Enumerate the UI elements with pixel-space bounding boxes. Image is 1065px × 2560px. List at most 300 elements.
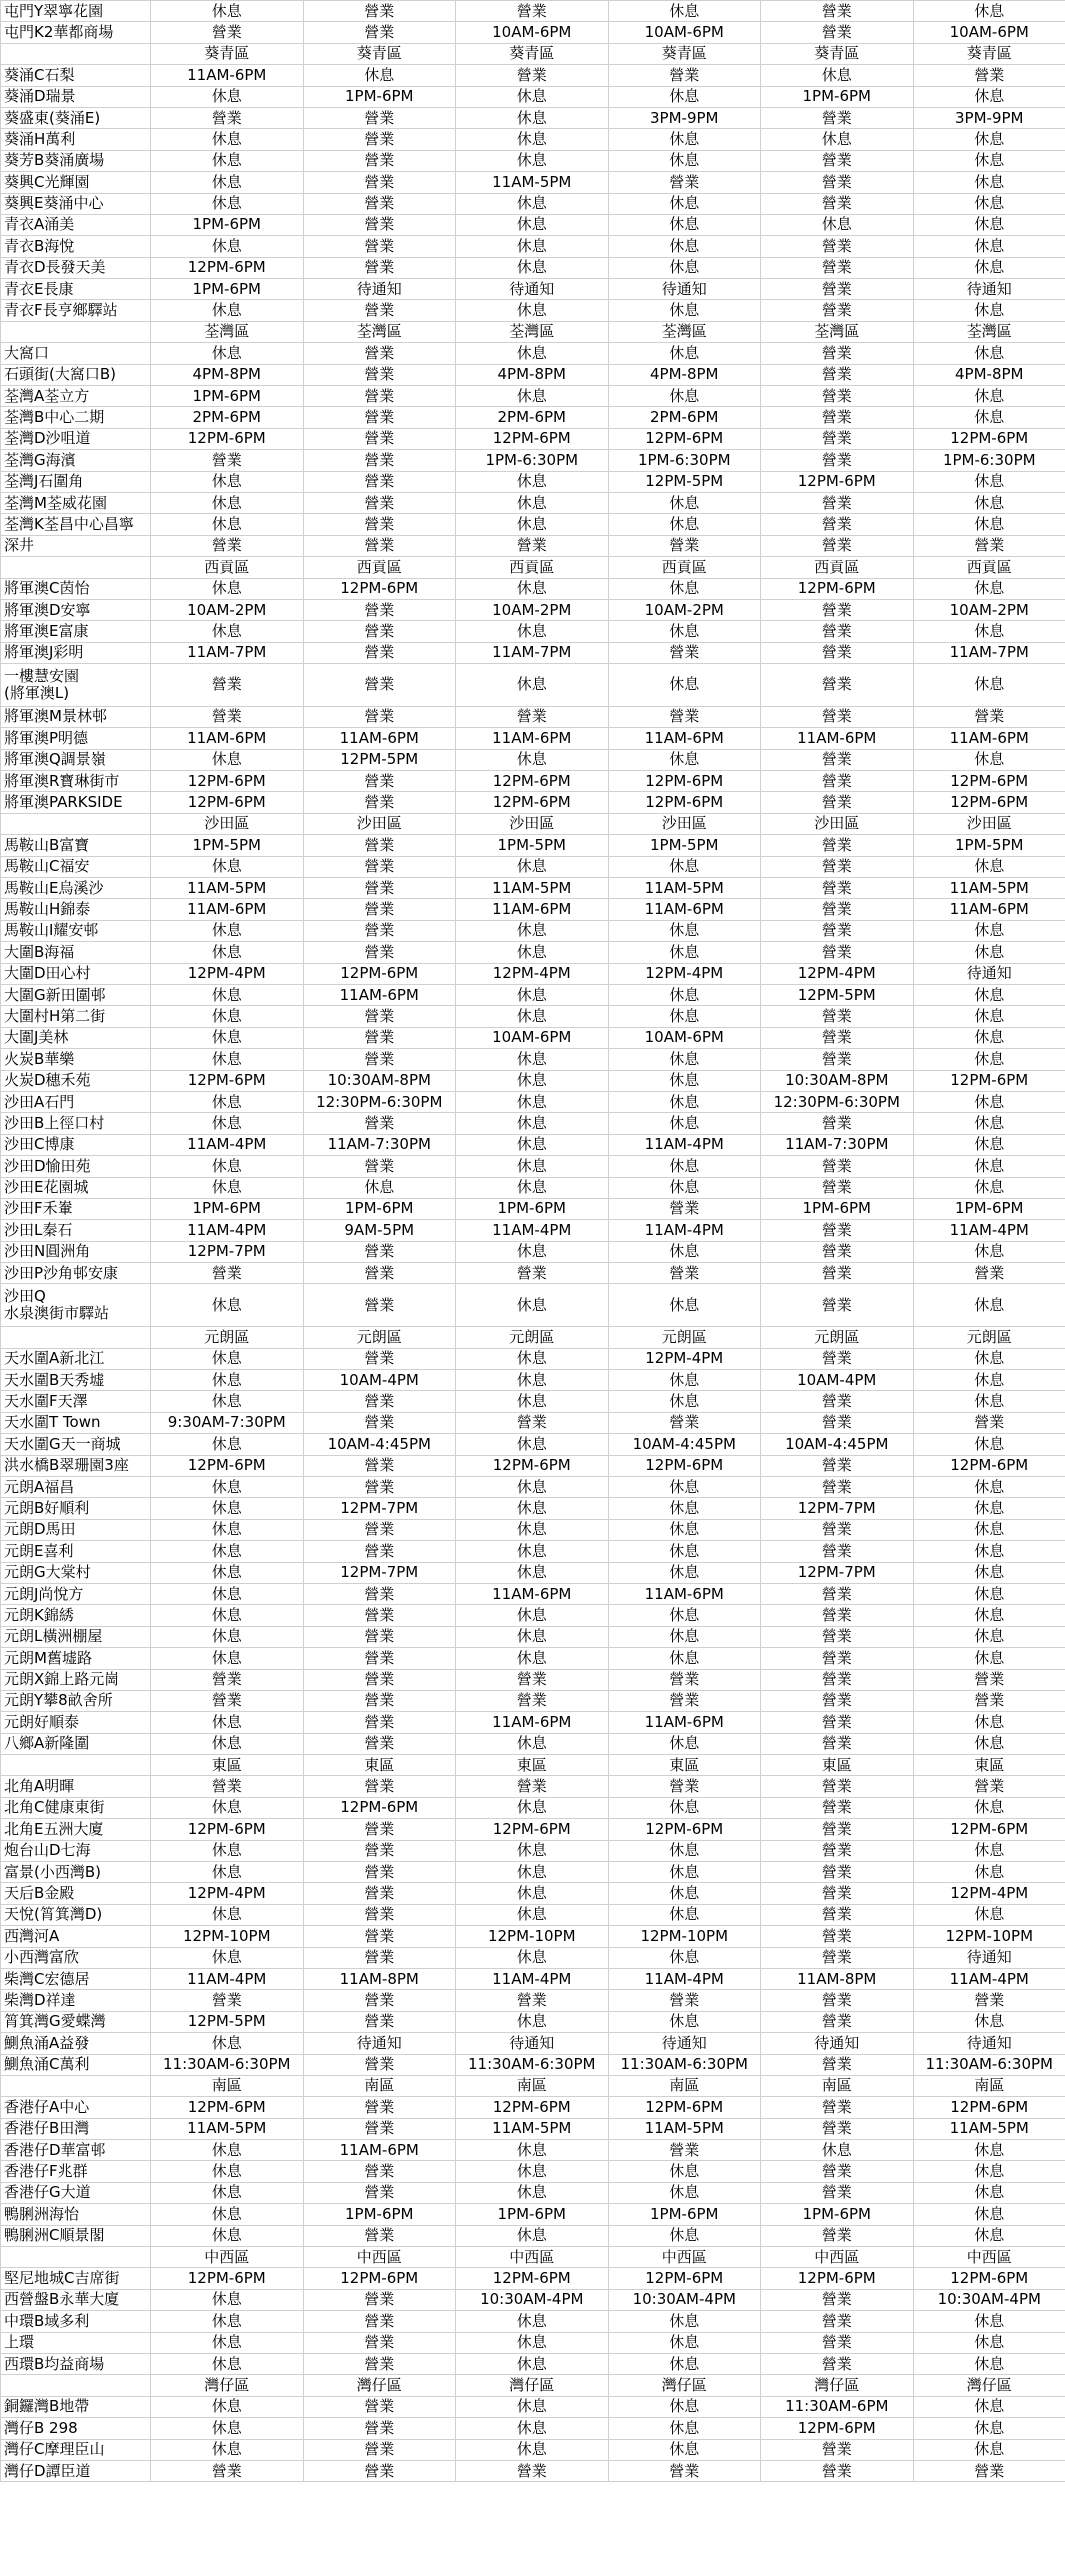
district-label-cell: 南區 xyxy=(456,2075,609,2096)
schedule-cell: 營業 xyxy=(761,642,914,663)
location-name-cell: 馬鞍山B富寶 xyxy=(1,835,151,856)
schedule-cell: 營業 xyxy=(303,2439,456,2460)
schedule-cell: 12PM-6PM xyxy=(456,2268,609,2289)
schedule-cell: 休息 xyxy=(913,1648,1065,1669)
schedule-cell: 休息 xyxy=(456,1049,609,1070)
schedule-cell: 休息 xyxy=(608,984,761,1005)
schedule-cell: 12PM-5PM xyxy=(761,984,914,1005)
schedule-cell: 待通知 xyxy=(608,2033,761,2054)
schedule-cell: 營業 xyxy=(456,1669,609,1690)
schedule-cell: 營業 xyxy=(761,1156,914,1177)
schedule-cell: 休息 xyxy=(608,150,761,171)
schedule-cell: 休息 xyxy=(456,1862,609,1883)
schedule-cell: 12PM-6PM xyxy=(761,578,914,599)
schedule-cell: 11AM-4PM xyxy=(151,1968,304,1989)
schedule-cell: 營業 xyxy=(761,1712,914,1733)
schedule-cell: 營業 xyxy=(761,664,914,707)
location-name-cell: 葵盛東(葵涌E) xyxy=(1,107,151,128)
schedule-cell: 休息 xyxy=(608,1947,761,1968)
schedule-cell: 營業 xyxy=(303,1926,456,1947)
schedule-cell: 營業 xyxy=(151,1263,304,1284)
location-name-cell: 元朗X錦上路元崗 xyxy=(1,1669,151,1690)
schedule-cell: 12PM-4PM xyxy=(913,1883,1065,1904)
schedule-cell: 休息 xyxy=(151,1284,304,1327)
table-row xyxy=(1,1819,1065,1840)
location-name-cell: 元朗B好順利 xyxy=(1,1498,151,1519)
schedule-cell: 營業 xyxy=(761,2354,914,2375)
schedule-cell: 12PM-7PM xyxy=(303,1562,456,1583)
schedule-cell: 11AM-6PM xyxy=(456,1712,609,1733)
schedule-cell: 休息 xyxy=(608,2332,761,2353)
schedule-cell: 11AM-4PM xyxy=(913,1968,1065,1989)
schedule-cell: 12PM-6PM xyxy=(303,578,456,599)
schedule-cell: 休息 xyxy=(608,86,761,107)
location-name-cell: 大圍村H第二街 xyxy=(1,1006,151,1027)
schedule-cell: 營業 xyxy=(303,236,456,257)
schedule-cell: 營業 xyxy=(761,749,914,770)
district-label-cell: 西貢區 xyxy=(913,557,1065,578)
schedule-cell: 休息 xyxy=(608,1541,761,1562)
schedule-cell: 休息 xyxy=(151,1434,304,1455)
schedule-cell: 12PM-6PM xyxy=(913,428,1065,449)
location-name-cell: 馬鞍山C福安 xyxy=(1,856,151,877)
schedule-cell: 休息 xyxy=(608,749,761,770)
schedule-cell: 休息 xyxy=(913,386,1065,407)
table-row xyxy=(1,1134,1065,1155)
schedule-cell: 12PM-7PM xyxy=(303,1498,456,1519)
schedule-cell: 休息 xyxy=(608,257,761,278)
schedule-cell: 休息 xyxy=(913,1840,1065,1861)
location-name-cell: 堅尼地城C吉席街 xyxy=(1,2268,151,2289)
schedule-cell: 1PM-6PM xyxy=(303,2204,456,2225)
table-row xyxy=(1,792,1065,813)
schedule-cell: 休息 xyxy=(608,1840,761,1861)
schedule-cell: 營業 xyxy=(456,1990,609,2011)
location-name-cell: 筲箕灣G愛蝶灣 xyxy=(1,2011,151,2032)
location-name-cell: 青衣B海悅 xyxy=(1,236,151,257)
location-name-cell: 葵芳B葵涌廣場 xyxy=(1,150,151,171)
schedule-cell: 營業 xyxy=(303,1113,456,1134)
schedule-cell: 營業 xyxy=(608,535,761,556)
schedule-cell: 休息 xyxy=(608,300,761,321)
location-name-cell: 荃灣D沙咀道 xyxy=(1,428,151,449)
schedule-cell: 營業 xyxy=(303,1947,456,1968)
table-row xyxy=(1,1733,1065,1754)
schedule-cell: 營業 xyxy=(608,1198,761,1219)
schedule-cell: 休息 xyxy=(456,257,609,278)
district-header-row xyxy=(1,2075,1065,2096)
schedule-cell: 營業 xyxy=(303,642,456,663)
table-row xyxy=(1,1862,1065,1883)
schedule-cell: 休息 xyxy=(913,920,1065,941)
schedule-cell: 休息 xyxy=(608,621,761,642)
schedule-cell: 營業 xyxy=(761,878,914,899)
schedule-cell: 營業 xyxy=(303,22,456,43)
table-row xyxy=(1,1990,1065,2011)
schedule-cell: 營業 xyxy=(303,2396,456,2417)
schedule-cell: 營業 xyxy=(913,1990,1065,2011)
table-row xyxy=(1,1198,1065,1219)
schedule-cell: 休息 xyxy=(456,2311,609,2332)
district-label-cell: 西貢區 xyxy=(456,557,609,578)
district-header-row xyxy=(1,557,1065,578)
schedule-cell: 營業 xyxy=(456,1776,609,1797)
schedule-cell: 9:30AM-7:30PM xyxy=(151,1412,304,1433)
schedule-cell: 休息 xyxy=(608,1498,761,1519)
schedule-cell: 營業 xyxy=(303,1455,456,1476)
schedule-cell: 營業 xyxy=(456,1263,609,1284)
schedule-cell: 營業 xyxy=(761,1455,914,1476)
district-label-cell: 葵青區 xyxy=(761,43,914,64)
schedule-cell: 1PM-6PM xyxy=(303,86,456,107)
schedule-cell: 營業 xyxy=(303,1648,456,1669)
table-row xyxy=(1,1156,1065,1177)
schedule-cell: 休息 xyxy=(913,492,1065,513)
schedule-cell: 休息 xyxy=(608,2396,761,2417)
district-label-cell: 沙田區 xyxy=(913,813,1065,834)
schedule-cell: 11AM-6PM xyxy=(456,899,609,920)
schedule-cell: 12PM-6PM xyxy=(913,1070,1065,1091)
schedule-cell: 休息 xyxy=(913,1519,1065,1540)
schedule-cell: 休息 xyxy=(608,214,761,235)
schedule-cell: 休息 xyxy=(608,2011,761,2032)
location-name-cell: 元朗A福昌 xyxy=(1,1476,151,1497)
schedule-cell: 營業 xyxy=(761,428,914,449)
schedule-cell: 11AM-5PM xyxy=(456,172,609,193)
schedule-cell: 營業 xyxy=(303,2161,456,2182)
district-label-cell: 葵青區 xyxy=(303,43,456,64)
schedule-cell: 營業 xyxy=(761,1541,914,1562)
schedule-cell: 營業 xyxy=(761,279,914,300)
schedule-cell: 1PM-6PM xyxy=(303,1198,456,1219)
schedule-cell: 10AM-4PM xyxy=(761,1370,914,1391)
table-row xyxy=(1,343,1065,364)
schedule-cell: 11AM-7PM xyxy=(913,642,1065,663)
schedule-cell: 11AM-6PM xyxy=(303,728,456,749)
district-label-cell: 元朗區 xyxy=(151,1327,304,1348)
location-name-cell: 西營盤B永華大廈 xyxy=(1,2289,151,2310)
schedule-cell: 休息 xyxy=(608,129,761,150)
table-row xyxy=(1,1562,1065,1583)
schedule-cell: 11:30AM-6:30PM xyxy=(913,2054,1065,2075)
schedule-cell: 休息 xyxy=(608,664,761,707)
location-name-cell: 青衣D長發天美 xyxy=(1,257,151,278)
location-name-cell: 荃灣M荃威花園 xyxy=(1,492,151,513)
schedule-cell: 營業 xyxy=(303,150,456,171)
district-label-cell: 東區 xyxy=(608,1755,761,1776)
schedule-cell: 休息 xyxy=(608,343,761,364)
location-name-cell: 元朗E喜利 xyxy=(1,1541,151,1562)
location-name-cell: 灣仔B 298 xyxy=(1,2418,151,2439)
table-row xyxy=(1,1241,1065,1262)
schedule-cell: 1PM-6PM xyxy=(608,2204,761,2225)
district-header-row xyxy=(1,321,1065,342)
schedule-cell: 休息 xyxy=(608,1476,761,1497)
location-name-cell: 香港仔G大道 xyxy=(1,2182,151,2203)
schedule-cell: 休息 xyxy=(456,1883,609,1904)
location-name-cell: 將軍澳P明德 xyxy=(1,728,151,749)
schedule-cell: 12PM-5PM xyxy=(151,2011,304,2032)
schedule-cell: 12PM-4PM xyxy=(151,1883,304,1904)
schedule-cell: 休息 xyxy=(456,1134,609,1155)
schedule-cell: 營業 xyxy=(303,621,456,642)
schedule-cell: 營業 xyxy=(303,514,456,535)
schedule-cell: 營業 xyxy=(761,172,914,193)
schedule-cell: 11AM-6PM xyxy=(608,899,761,920)
schedule-cell: 休息 xyxy=(913,2311,1065,2332)
schedule-cell: 營業 xyxy=(303,792,456,813)
table-row xyxy=(1,2289,1065,2310)
schedule-cell: 營業 xyxy=(303,2118,456,2139)
schedule-cell: 9AM-5PM xyxy=(303,1220,456,1241)
schedule-cell: 休息 xyxy=(456,1498,609,1519)
schedule-cell: 營業 xyxy=(761,407,914,428)
location-name-cell: 沙田F禾輋 xyxy=(1,1198,151,1219)
schedule-cell: 休息 xyxy=(913,2011,1065,2032)
schedule-cell: 11:30AM-6PM xyxy=(761,2396,914,2417)
schedule-cell: 休息 xyxy=(456,1370,609,1391)
schedule-cell: 休息 xyxy=(456,300,609,321)
table-row xyxy=(1,129,1065,150)
table-row xyxy=(1,1968,1065,1989)
location-name-cell: 北角C健康東街 xyxy=(1,1797,151,1818)
schedule-cell: 營業 xyxy=(303,1690,456,1711)
schedule-cell: 1PM-5PM xyxy=(151,835,304,856)
table-row xyxy=(1,1926,1065,1947)
schedule-cell: 11AM-6PM xyxy=(608,1583,761,1604)
location-name-cell: 將軍澳E富康 xyxy=(1,621,151,642)
schedule-cell: 營業 xyxy=(151,706,304,727)
schedule-cell: 待通知 xyxy=(913,279,1065,300)
schedule-cell: 休息 xyxy=(151,2289,304,2310)
schedule-cell: 11AM-4PM xyxy=(608,1968,761,1989)
table-row xyxy=(1,1412,1065,1433)
schedule-cell: 營業 xyxy=(303,1263,456,1284)
location-name-cell: 元朗J尚悅方 xyxy=(1,1583,151,1604)
location-name-cell: 石頭街(大窩口B) xyxy=(1,364,151,385)
location-name-cell: 天悅(筲箕灣D) xyxy=(1,1904,151,1925)
table-row xyxy=(1,1284,1065,1327)
location-name-cell: 荃灣A荃立方 xyxy=(1,386,151,407)
schedule-cell: 營業 xyxy=(608,2460,761,2481)
schedule-cell: 營業 xyxy=(761,792,914,813)
schedule-cell: 12PM-4PM xyxy=(761,963,914,984)
schedule-cell: 營業 xyxy=(761,107,914,128)
schedule-cell: 休息 xyxy=(151,578,304,599)
schedule-cell: 休息 xyxy=(608,1177,761,1198)
schedule-cell: 1PM-6:30PM xyxy=(608,450,761,471)
schedule-cell: 營業 xyxy=(608,65,761,86)
schedule-cell: 1PM-6:30PM xyxy=(913,450,1065,471)
schedule-cell: 休息 xyxy=(151,1049,304,1070)
schedule-cell: 休息 xyxy=(913,1113,1065,1134)
schedule-cell: 營業 xyxy=(303,1541,456,1562)
location-name-cell: 葵涌C石梨 xyxy=(1,65,151,86)
location-name-cell: 香港仔B田灣 xyxy=(1,2118,151,2139)
schedule-cell: 待通知 xyxy=(761,2033,914,2054)
schedule-cell: 營業 xyxy=(303,214,456,235)
location-name-cell: 馬鞍山I耀安邨 xyxy=(1,920,151,941)
schedule-cell: 休息 xyxy=(913,343,1065,364)
schedule-cell: 12PM-6PM xyxy=(303,2268,456,2289)
schedule-cell: 11AM-4PM xyxy=(456,1968,609,1989)
schedule-cell: 1PM-5PM xyxy=(913,835,1065,856)
schedule-cell: 休息 xyxy=(456,1797,609,1818)
schedule-cell: 休息 xyxy=(608,1,761,22)
schedule-cell: 10:30AM-8PM xyxy=(761,1070,914,1091)
district-label-cell: 東區 xyxy=(456,1755,609,1776)
schedule-cell: 營業 xyxy=(761,2118,914,2139)
table-row xyxy=(1,2332,1065,2353)
schedule-cell: 休息 xyxy=(913,621,1065,642)
schedule-cell: 10:30AM-8PM xyxy=(303,1070,456,1091)
location-name-cell: 灣仔C摩理臣山 xyxy=(1,2439,151,2460)
schedule-cell: 營業 xyxy=(761,2439,914,2460)
table-row xyxy=(1,2182,1065,2203)
schedule-cell: 休息 xyxy=(151,150,304,171)
table-row xyxy=(1,749,1065,770)
schedule-cell: 營業 xyxy=(761,856,914,877)
table-row xyxy=(1,22,1065,43)
schedule-cell: 休息 xyxy=(456,2011,609,2032)
schedule-cell: 12PM-7PM xyxy=(761,1562,914,1583)
schedule-cell: 營業 xyxy=(303,2054,456,2075)
schedule-cell: 營業 xyxy=(761,1733,914,1754)
schedule-cell: 營業 xyxy=(608,1263,761,1284)
district-label-cell: 沙田區 xyxy=(456,813,609,834)
location-name-cell: 葵涌D瑞景 xyxy=(1,86,151,107)
schedule-cell: 營業 xyxy=(303,107,456,128)
schedule-cell: 休息 xyxy=(303,65,456,86)
schedule-cell: 休息 xyxy=(151,1091,304,1112)
schedule-cell: 休息 xyxy=(913,300,1065,321)
schedule-cell: 營業 xyxy=(761,386,914,407)
schedule-cell: 12PM-10PM xyxy=(913,1926,1065,1947)
location-name-cell: 元朗好順泰 xyxy=(1,1712,151,1733)
district-label-cell: 荃灣區 xyxy=(303,321,456,342)
schedule-cell: 休息 xyxy=(913,856,1065,877)
schedule-cell: 營業 xyxy=(761,1669,914,1690)
district-label-cell: 荃灣區 xyxy=(761,321,914,342)
schedule-cell: 休息 xyxy=(913,1562,1065,1583)
schedule-cell: 10AM-4:45PM xyxy=(303,1434,456,1455)
schedule-cell: 營業 xyxy=(456,706,609,727)
schedule-cell: 營業 xyxy=(761,1626,914,1647)
schedule-cell: 12PM-6PM xyxy=(456,2097,609,2118)
table-row xyxy=(1,1883,1065,1904)
schedule-cell: 休息 xyxy=(608,2439,761,2460)
table-row xyxy=(1,878,1065,899)
schedule-cell: 營業 xyxy=(761,150,914,171)
schedule-cell: 12:30PM-6:30PM xyxy=(303,1091,456,1112)
schedule-cell: 營業 xyxy=(303,1284,456,1327)
schedule-cell: 休息 xyxy=(151,2033,304,2054)
table-row xyxy=(1,1,1065,22)
schedule-cell: 休息 xyxy=(151,492,304,513)
table-row xyxy=(1,1391,1065,1412)
schedule-cell: 11AM-5PM xyxy=(456,878,609,899)
schedule-cell: 營業 xyxy=(913,1776,1065,1797)
schedule-cell: 休息 xyxy=(456,1733,609,1754)
schedule-cell: 休息 xyxy=(608,1904,761,1925)
table-row xyxy=(1,1498,1065,1519)
schedule-cell: 休息 xyxy=(608,1070,761,1091)
schedule-cell: 營業 xyxy=(761,1862,914,1883)
schedule-cell: 休息 xyxy=(608,193,761,214)
schedule-cell: 營業 xyxy=(303,1883,456,1904)
schedule-cell: 營業 xyxy=(761,2182,914,2203)
schedule-cell: 休息 xyxy=(456,578,609,599)
schedule-cell: 待通知 xyxy=(456,279,609,300)
schedule-cell: 休息 xyxy=(151,1712,304,1733)
schedule-cell: 營業 xyxy=(913,535,1065,556)
schedule-cell: 營業 xyxy=(303,364,456,385)
location-name-cell: 鴨脷洲C順景閣 xyxy=(1,2225,151,2246)
district-label-cell: 葵青區 xyxy=(608,43,761,64)
schedule-cell: 12PM-6PM xyxy=(151,2097,304,2118)
district-label-cell: 灣仔區 xyxy=(913,2375,1065,2396)
schedule-cell: 休息 xyxy=(151,514,304,535)
location-name-cell: 天水圍F天澤 xyxy=(1,1391,151,1412)
schedule-cell: 營業 xyxy=(761,257,914,278)
schedule-cell: 休息 xyxy=(608,1797,761,1818)
schedule-cell: 休息 xyxy=(456,749,609,770)
table-row xyxy=(1,2097,1065,2118)
schedule-cell: 營業 xyxy=(761,1284,914,1327)
schedule-cell: 休息 xyxy=(761,129,914,150)
schedule-cell: 休息 xyxy=(303,1177,456,1198)
schedule-cell: 休息 xyxy=(456,1626,609,1647)
location-name-cell: 火炭D穗禾苑 xyxy=(1,1070,151,1091)
schedule-cell: 營業 xyxy=(303,899,456,920)
schedule-cell: 休息 xyxy=(456,1904,609,1925)
schedule-cell: 營業 xyxy=(303,1862,456,1883)
schedule-cell: 營業 xyxy=(761,535,914,556)
location-name-cell: 大圍B海福 xyxy=(1,942,151,963)
schedule-cell: 休息 xyxy=(151,2140,304,2161)
table-row xyxy=(1,1776,1065,1797)
schedule-cell: 營業 xyxy=(151,535,304,556)
schedule-cell: 休息 xyxy=(913,172,1065,193)
location-name-cell: 中環B域多利 xyxy=(1,2311,151,2332)
schedule-cell: 營業 xyxy=(303,1006,456,1027)
schedule-cell: 休息 xyxy=(608,492,761,513)
schedule-cell: 11AM-7PM xyxy=(151,642,304,663)
location-name-cell: 元朗M舊墟路 xyxy=(1,1648,151,1669)
table-row xyxy=(1,492,1065,513)
schedule-cell: 休息 xyxy=(456,621,609,642)
district-header-row xyxy=(1,813,1065,834)
schedule-cell: 休息 xyxy=(913,129,1065,150)
schedule-cell: 休息 xyxy=(456,1091,609,1112)
schedule-cell: 營業 xyxy=(303,2097,456,2118)
table-row xyxy=(1,599,1065,620)
schedule-cell: 營業 xyxy=(303,1412,456,1433)
district-header-row xyxy=(1,2375,1065,2396)
schedule-cell: 10:30AM-4PM xyxy=(456,2289,609,2310)
schedule-cell: 12PM-4PM xyxy=(608,1348,761,1369)
table-row xyxy=(1,1263,1065,1284)
district-label-cell: 元朗區 xyxy=(761,1327,914,1348)
schedule-cell: 11AM-6PM xyxy=(151,65,304,86)
location-name-cell: 香港仔A中心 xyxy=(1,2097,151,2118)
schedule-cell: 休息 xyxy=(456,1391,609,1412)
schedule-cell: 營業 xyxy=(608,1669,761,1690)
schedule-cell: 休息 xyxy=(456,984,609,1005)
schedule-cell: 休息 xyxy=(456,343,609,364)
schedule-cell: 休息 xyxy=(608,2354,761,2375)
schedule-cell: 營業 xyxy=(303,1990,456,2011)
